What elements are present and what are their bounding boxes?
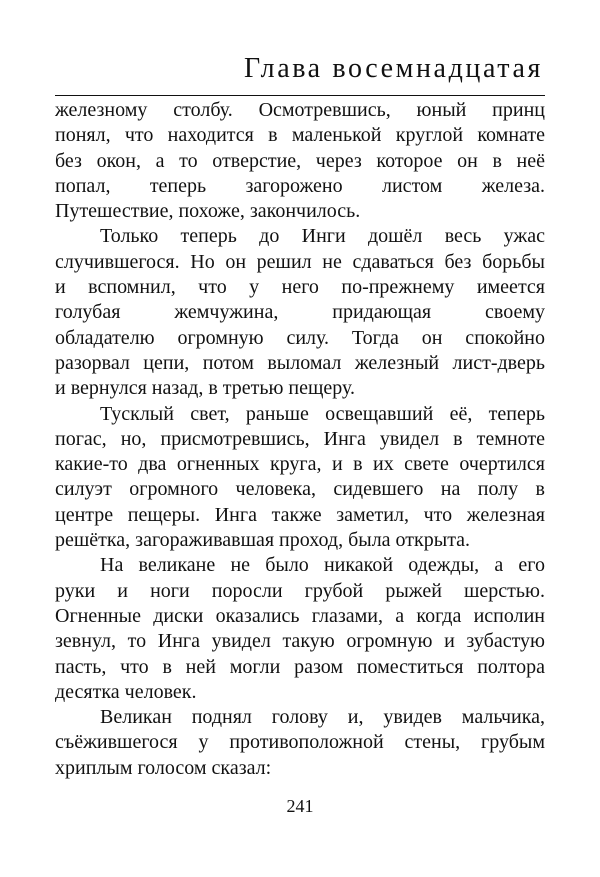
paragraph bbox=[55, 705, 545, 781]
text-line: центре пещеры. Инга также заметил, что железная bbox=[55, 503, 545, 526]
text-line: На великане не было никакой одежды, а его bbox=[100, 554, 545, 577]
text-line: без окон, а то отверстие, через которое он в неё bbox=[55, 149, 545, 172]
text-line: Огненные диски оказались глазами, а когда исполин bbox=[55, 604, 545, 627]
text-line: силуэт огромного человека, сидевшего на полу в bbox=[55, 478, 545, 501]
text-line: понял, что находится в маленькой круглой комнате bbox=[55, 124, 545, 147]
page-body bbox=[55, 98, 545, 781]
text-line: и вспомнил, что у него по-прежнему имеется bbox=[55, 276, 545, 299]
text-line: хриплым голосом сказал: bbox=[55, 756, 272, 779]
text-line: десятка человек. bbox=[55, 680, 197, 703]
running-header bbox=[55, 46, 545, 96]
text-line: пасть, что в ней могли разом поместиться полтора bbox=[55, 655, 545, 678]
text-line: решётка, загораживавшая проход, была открыта. bbox=[55, 529, 471, 552]
text-line: съёжившегося у противоположной стены, грубым bbox=[55, 731, 545, 754]
text-line: случившегося. Но он решил не сдаваться без борьбы bbox=[55, 250, 545, 273]
text-line: обладателю огромную силу. Тогда он спокойно bbox=[55, 326, 545, 349]
paragraph bbox=[55, 553, 545, 705]
text-line: разорвал цепи, потом выломал железный лист-дверь bbox=[55, 351, 545, 374]
text-line: зевнул, то Инга увидел такую огромную и зубастую bbox=[55, 630, 545, 653]
text-line: какие-то два огненных круга, и в их свете очертился bbox=[55, 453, 545, 476]
paragraph bbox=[55, 402, 545, 554]
text-line: руки и ноги поросли грубой рыжей шерстью. bbox=[55, 579, 545, 602]
text-line: железному столбу. Осмотревшись, юный принц bbox=[55, 99, 545, 121]
text-line: Великан поднял голову и, увидев мальчика, bbox=[100, 706, 545, 729]
text-line: Только теперь до Инги дошёл весь ужас bbox=[100, 225, 545, 248]
text-line: Тусклый свет, раньше освещавший её, теперь bbox=[100, 402, 545, 425]
text-line: и вернулся назад, в третью пещеру. bbox=[55, 377, 356, 400]
text-line: попал, теперь загорожено листом железа. bbox=[55, 174, 545, 197]
text-line: Путешествие, похоже, закончилось. bbox=[55, 200, 361, 223]
paragraph bbox=[55, 224, 545, 401]
text-line: погас, но, присмотревшись, Инга увидел в темноте bbox=[55, 427, 545, 450]
page-number: 241 bbox=[286, 796, 314, 816]
chapter-title: Глава восемнадцатая bbox=[243, 53, 543, 84]
paragraph bbox=[55, 98, 545, 224]
text-line: голубая жемчужина, придающая своему bbox=[55, 301, 545, 324]
